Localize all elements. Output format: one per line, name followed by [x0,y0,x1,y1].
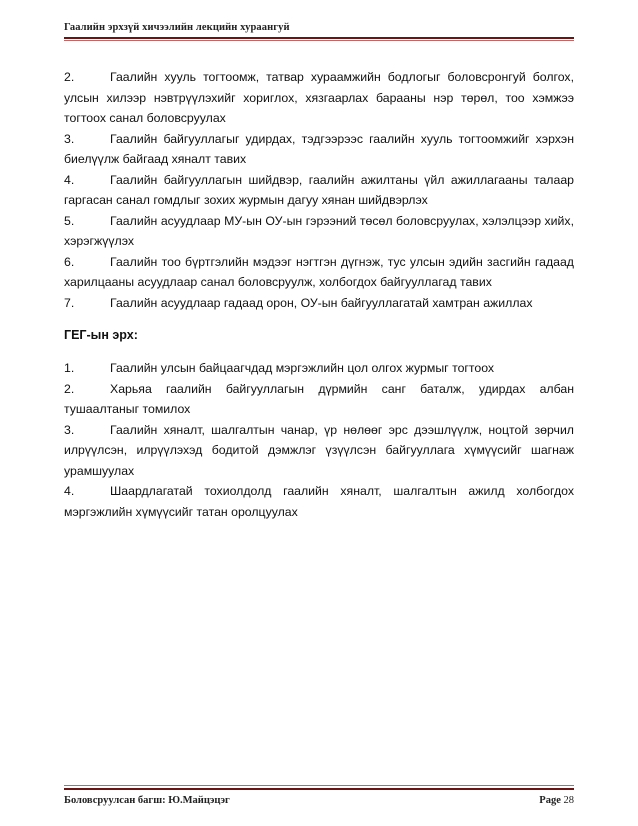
list-item [64,170,574,211]
page-number [539,795,574,806]
page-label: Page [539,795,561,806]
item-text: Гаалийн асуудлаар гадаад орон, ОУ-ын байгууллагатай хамтран ажиллах [110,295,533,310]
item-number: 3. [64,131,75,146]
footer-rule [64,788,574,790]
item-text: Гаалийн улсын байцаагчдад мэргэжлийн цол олгох журмыг тогтоох [110,361,495,375]
list-item [64,358,574,379]
running-header: Гаалийн эрхзүй хичээлийн лекцийн хураангуй [64,22,290,33]
page-body [64,67,574,522]
item-number: 2. [64,381,75,396]
item-text: Гаалийн хууль тогтоомж, татвар хураамжийн бодлогыг боловсронгуй болгох, улсын хилээр нэвтрүүлэхийг хориглох, хязгаарлах барааны нэр төрөл, тоо хэмжээ тогтоох санал боловсруулах [64,70,574,125]
item-number: 4. [64,172,75,187]
item-text: Гаалийн байгууллагыг удирдах, тэдгээрээс гаалийн хууль тогтоомжийг хэрхэн биелүүлж байгаад хяналт тавих [64,131,574,166]
item-text: Гаалийн тоо бүртгэлийн мэдээг нэгтгэн дүгнэж, тус улсын эдийн засгийн гадаад харилцааны асуудлаар санал боловсруулж, холбогдох байгууллагад тавих [64,254,574,289]
duties-list [64,67,574,313]
list-item [64,379,574,420]
header-rule-thin [64,40,574,41]
item-text: Гаалийн асуудлаар МУ-ын ОУ-ын гэрээний төсөл боловсруулах, хэлэлцээр хийх, хэрэгжүүлэх [64,213,574,248]
item-text: Гаалийн байгууллагын шийдвэр, гаалийн ажилтаны үйл ажиллагааны талаар гаргасан санал гомдлыг зохих журмын дагуу хянан шийдвэрлэх [64,172,574,207]
item-number: 6. [64,254,75,269]
page-number-value: 28 [563,795,574,806]
list-item [64,481,574,522]
header-rule [64,37,574,39]
item-text: Гаалийн хяналт, шалгалтын чанар, үр нөлөөг эрс дээшлүүлж, ноцтой зөрчил илрүүлсэн, илрүүлэхэд бодитой дэмжлэг үзүүлсэн байгууллага хүмүүсийг шагнаж урамшуулах [64,422,574,478]
item-text: Шаардлагатай тохиолдолд гаалийн хяналт, шалгалтын ажилд холбогдох мэргэжлийн хүмүүсийг татан оролцуулах [64,484,574,519]
footer-author: Боловсруулсан багш: Ю.Майцэцэг [64,795,230,806]
item-number: 4. [64,484,75,498]
item-number: 7. [64,295,75,310]
list-item [64,420,574,482]
list-item [64,252,574,293]
item-number: 3. [64,422,75,437]
item-text: Харьяа гаалийн байгууллагын дүрмийн санг баталж, удирдах албан тушаалтаныг томилох [64,381,574,416]
list-item [64,293,574,314]
footer-rule-thin [64,785,574,786]
section-heading: ГЕГ-ын эрх: [64,328,138,342]
item-number: 5. [64,213,75,228]
list-item [64,67,574,129]
item-number: 2. [64,70,75,84]
rights-list [64,358,574,522]
list-item [64,129,574,170]
item-number: 1. [64,361,75,375]
list-item [64,211,574,252]
